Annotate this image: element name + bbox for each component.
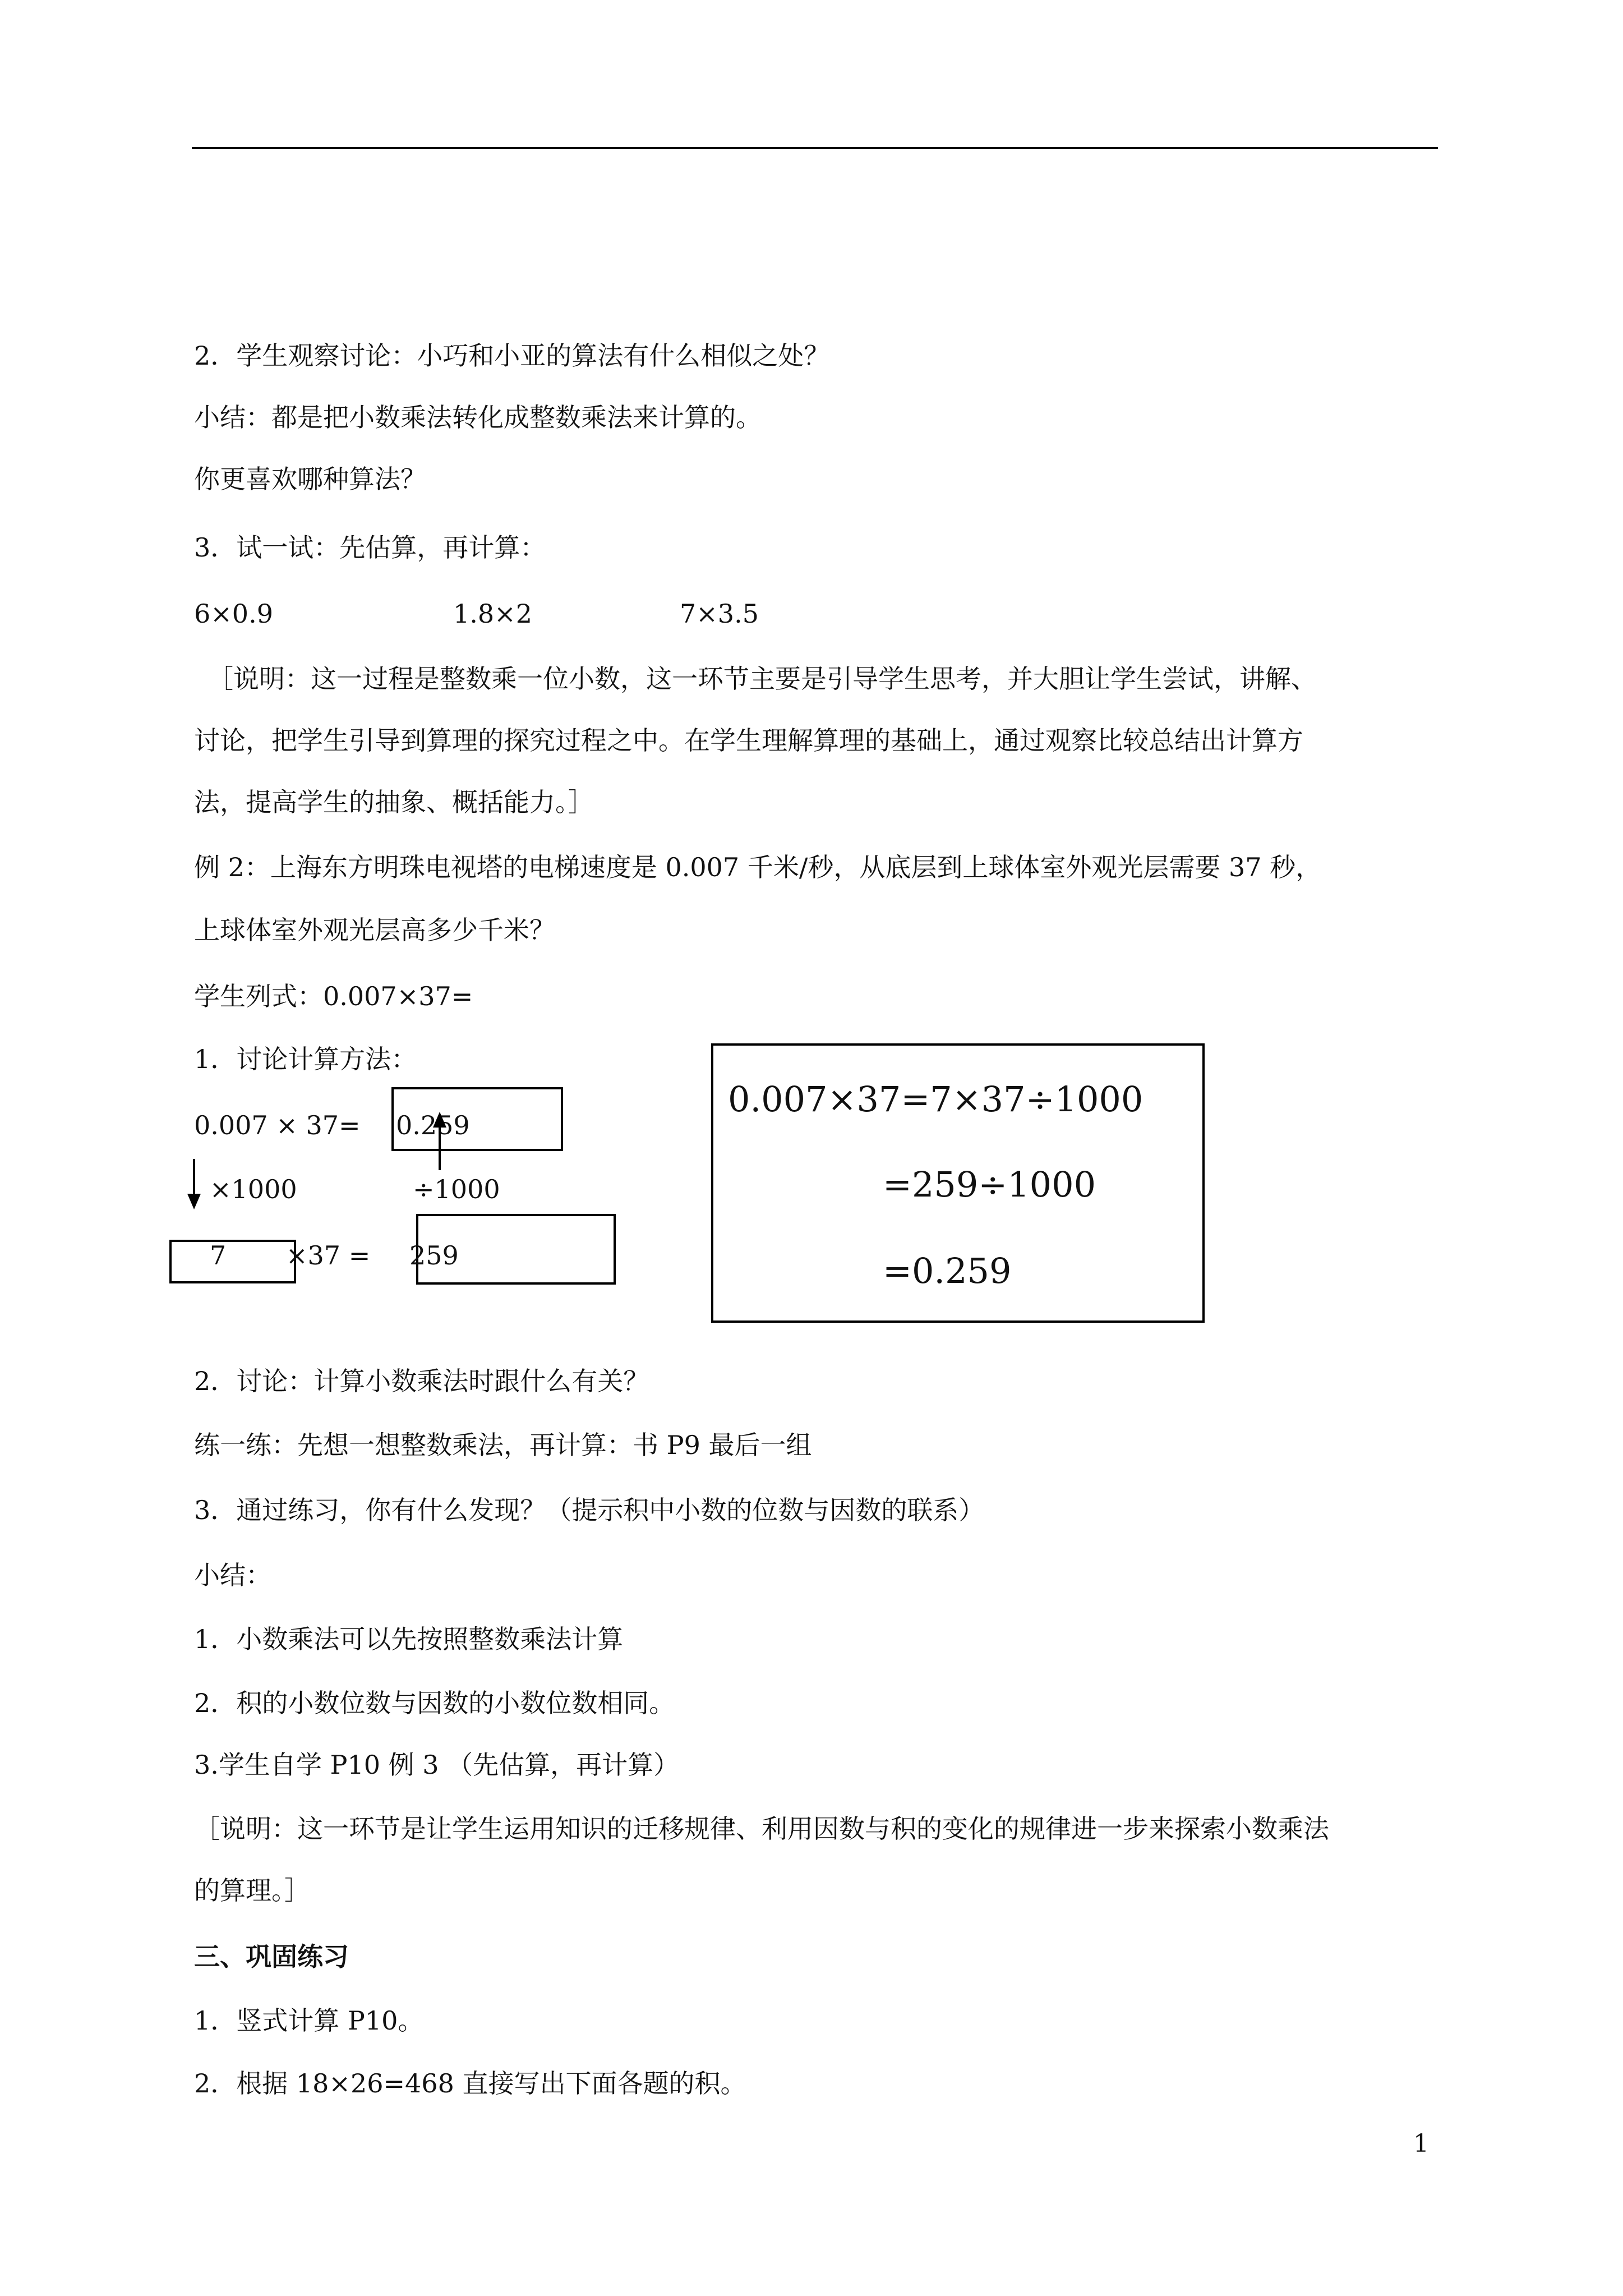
calc-line-3: =0.259 xyxy=(883,1250,1012,1291)
down-arrow-icon xyxy=(187,1194,201,1209)
note2-line-1: ［说明：这一环节是让学生运用知识的迁移规律、利用因数与积的变化的规律进一步来探索小数乘法 xyxy=(194,1814,1329,1844)
diagram-bottom-mid: ×37 = xyxy=(286,1240,371,1271)
diagram-bottom-left-box xyxy=(169,1240,296,1283)
calc-line-1: 0.007×37=7×37÷1000 xyxy=(728,1079,1144,1120)
discuss-method: 1．讨论计算方法： xyxy=(194,1044,417,1074)
note-line-1: ［说明：这一过程是整数乘一位小数，这一环节主要是引导学生思考，并大胆让学生尝试，讲解、 xyxy=(208,664,1317,694)
discuss-factors: 2．讨论：计算小数乘法时跟什么有关？ xyxy=(194,1366,649,1396)
note-line-2: 讨论，把学生引导到算理的探究过程之中。在学生理解算理的基础上，通过观察比较总结出计算方 xyxy=(194,725,1303,756)
example-line-1: 例 2：上海东方明珠电视塔的电梯速度是 0.007 千米/秒，从底层到上球体室外观光层需要 37 秒， xyxy=(194,852,1322,882)
findings-line: 3．通过练习，你有什么发现？（提示积中小数的位数与因数的联系） xyxy=(194,1495,985,1525)
summary-point-1: 1．小数乘法可以先按照整数乘法计算 xyxy=(194,1624,624,1654)
paragraph-discussion: 2．学生观察讨论：小巧和小亚的算法有什么相似之处？ xyxy=(194,341,830,371)
student-equation: 学生列式：0.007×37= xyxy=(194,981,473,1011)
exercise-2: 2．根据 18×26=468 直接写出下面各题的积。 xyxy=(194,2068,746,2099)
try-expr-3: 7×3.5 xyxy=(680,599,759,629)
note-line-3: 法，提高学生的抽象、概括能力。］ xyxy=(194,787,594,817)
header-rule xyxy=(192,147,1438,149)
diagram-bottom-left: 7 xyxy=(210,1240,227,1271)
summary-heading: 小结： xyxy=(194,1560,271,1590)
diagram-top-result: 0.259 xyxy=(396,1110,470,1140)
down-arrow-shaft xyxy=(193,1159,195,1196)
note2-line-2: 的算理。］ xyxy=(194,1875,310,1906)
exercise-1: 1．竖式计算 P10。 xyxy=(194,2005,424,2036)
diagram-div-label: ÷1000 xyxy=(413,1174,500,1204)
section-heading: 三、巩固练习 xyxy=(194,1941,349,1972)
diagram-bottom-result: 259 xyxy=(409,1240,459,1271)
diagram-mul-label: ×1000 xyxy=(210,1174,297,1204)
calc-line-2: =259÷1000 xyxy=(883,1164,1096,1205)
summary-point-2: 2．积的小数位数与因数的小数位数相同。 xyxy=(194,1688,675,1718)
page-number: 1 xyxy=(1413,2129,1429,2158)
paragraph-try: 3．试一试：先估算，再计算： xyxy=(194,532,546,563)
diagram-top-expr: 0.007 × 37= xyxy=(194,1110,361,1140)
example-line-2: 上球体室外观光层高多少千米？ xyxy=(194,915,555,945)
try-expr-1: 6×0.9 xyxy=(194,599,273,629)
paragraph-summary: 小结：都是把小数乘法转化成整数乘法来计算的。 xyxy=(194,402,762,432)
practice-line: 练一练：先想一想整数乘法，再计算：书 P9 最后一组 xyxy=(194,1430,812,1460)
self-study-line: 3.学生自学 P10 例 3 （先估算，再计算） xyxy=(194,1750,680,1780)
try-expr-2: 1.8×2 xyxy=(453,599,532,629)
paragraph-question: 你更喜欢哪种算法？ xyxy=(194,464,426,494)
up-arrow-shaft xyxy=(439,1125,441,1170)
